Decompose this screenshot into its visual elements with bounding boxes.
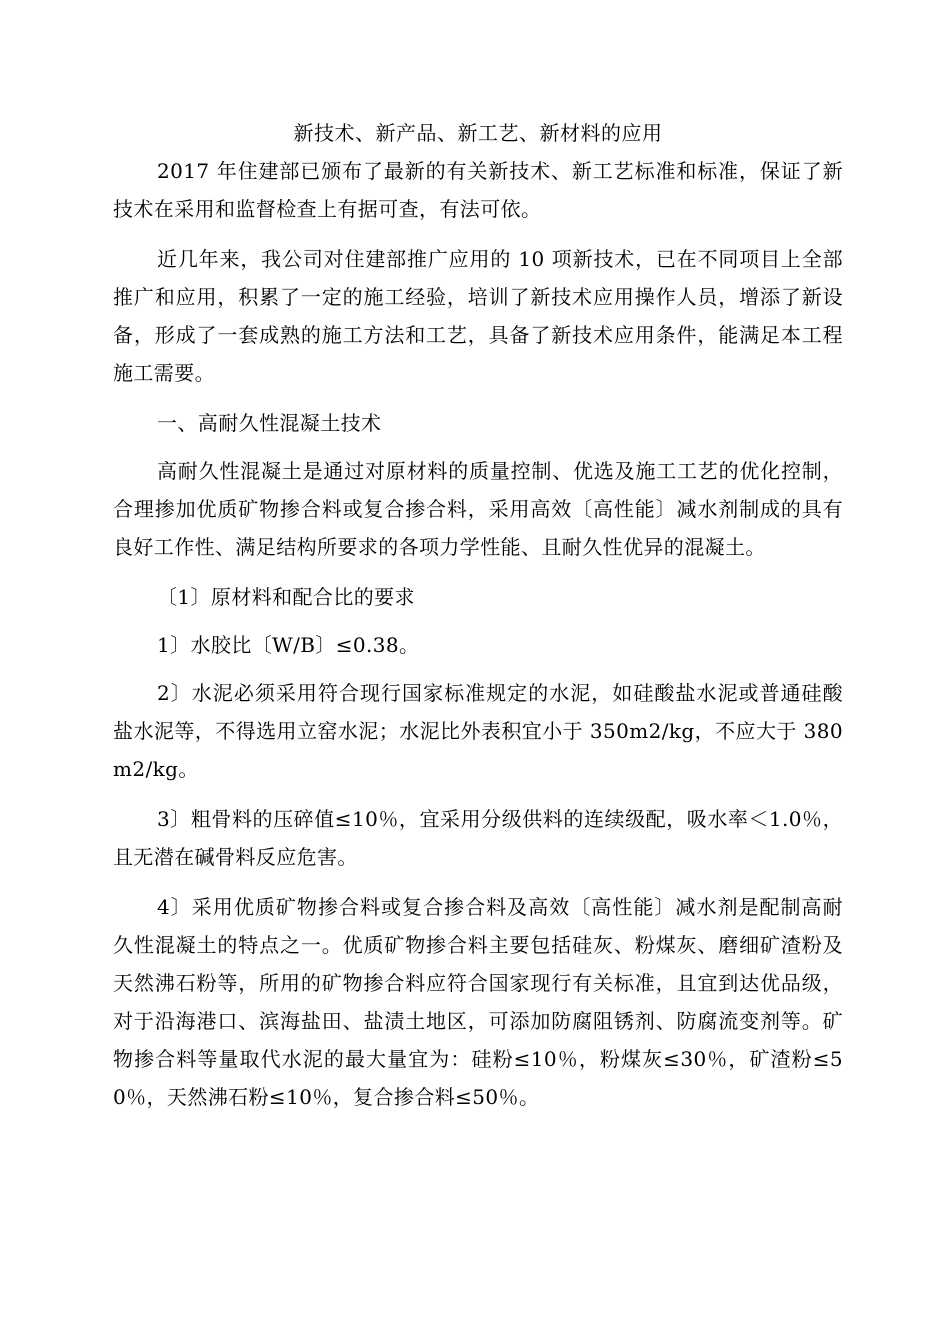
list-item-coarse-aggregate: 3〕粗骨料的压碎值≤10％，宜采用分级供料的连续级配，吸水率＜1.0％，且无潜在碱骨料反应危害。 — [113, 807, 843, 869]
section-heading-concrete: 一、高耐久性混凝土技术 — [157, 411, 382, 435]
document-body — [113, 116, 843, 1128]
paragraph-company-experience: 近几年来，我公司对住建部推广应用的 10 项新技术，已在不同项目上全部推广和应用，积累了一定的施工经验，培训了新技术应用操作人员，增添了新设备，形成了一套成熟的施工方法和工艺，具备了新技术应用条件，能满足本工程施工需要。 — [113, 247, 843, 385]
document-title: 新技术、新产品、新工艺、新材料的应用 — [293, 121, 663, 145]
list-item-cement: 2〕水泥必须采用符合现行国家标准规定的水泥，如硅酸盐水泥或普通硅酸盐水泥等，不得选用立窑水泥；水泥比外表积宜小于 350m2/kg，不应大于 380m2/kg。 — [113, 681, 843, 781]
list-item-water-binder: 1〕水胶比〔W/B〕≤0.38。 — [157, 633, 420, 657]
paragraph-intro: 2017 年住建部已颁布了最新的有关新技术、新工艺标准和标准，保证了新技术在采用和监督检查上有据可查，有法可依。 — [113, 159, 843, 221]
subheading-materials: 〔1〕原材料和配合比的要求 — [157, 585, 415, 609]
paragraph-concrete-definition: 高耐久性混凝土是通过对原材料的质量控制、优选及施工工艺的优化控制，合理掺加优质矿物掺合料或复合掺合料，采用高效〔高性能〕减水剂制成的具有良好工作性、满足结构所要求的各项力学性能、且耐久性优异的混凝土。 — [113, 459, 843, 559]
list-item-admixtures: 4〕采用优质矿物掺合料或复合掺合料及高效〔高性能〕减水剂是配制高耐久性混凝土的特点之一。优质矿物掺合料主要包括硅灰、粉煤灰、磨细矿渣粉及天然沸石粉等，所用的矿物掺合料应符合国家现行有关标准，且宜到达优品级，对于沿海港口、滨海盐田、盐渍土地区，可添加防腐阻锈剂、防腐流变剂等。矿物掺合料等量取代水泥的最大量宜为：硅粉≤10％，粉煤灰≤30％，矿渣粉≤50％，天然沸石粉≤10％，复合掺合料≤50％。 — [113, 895, 843, 1109]
